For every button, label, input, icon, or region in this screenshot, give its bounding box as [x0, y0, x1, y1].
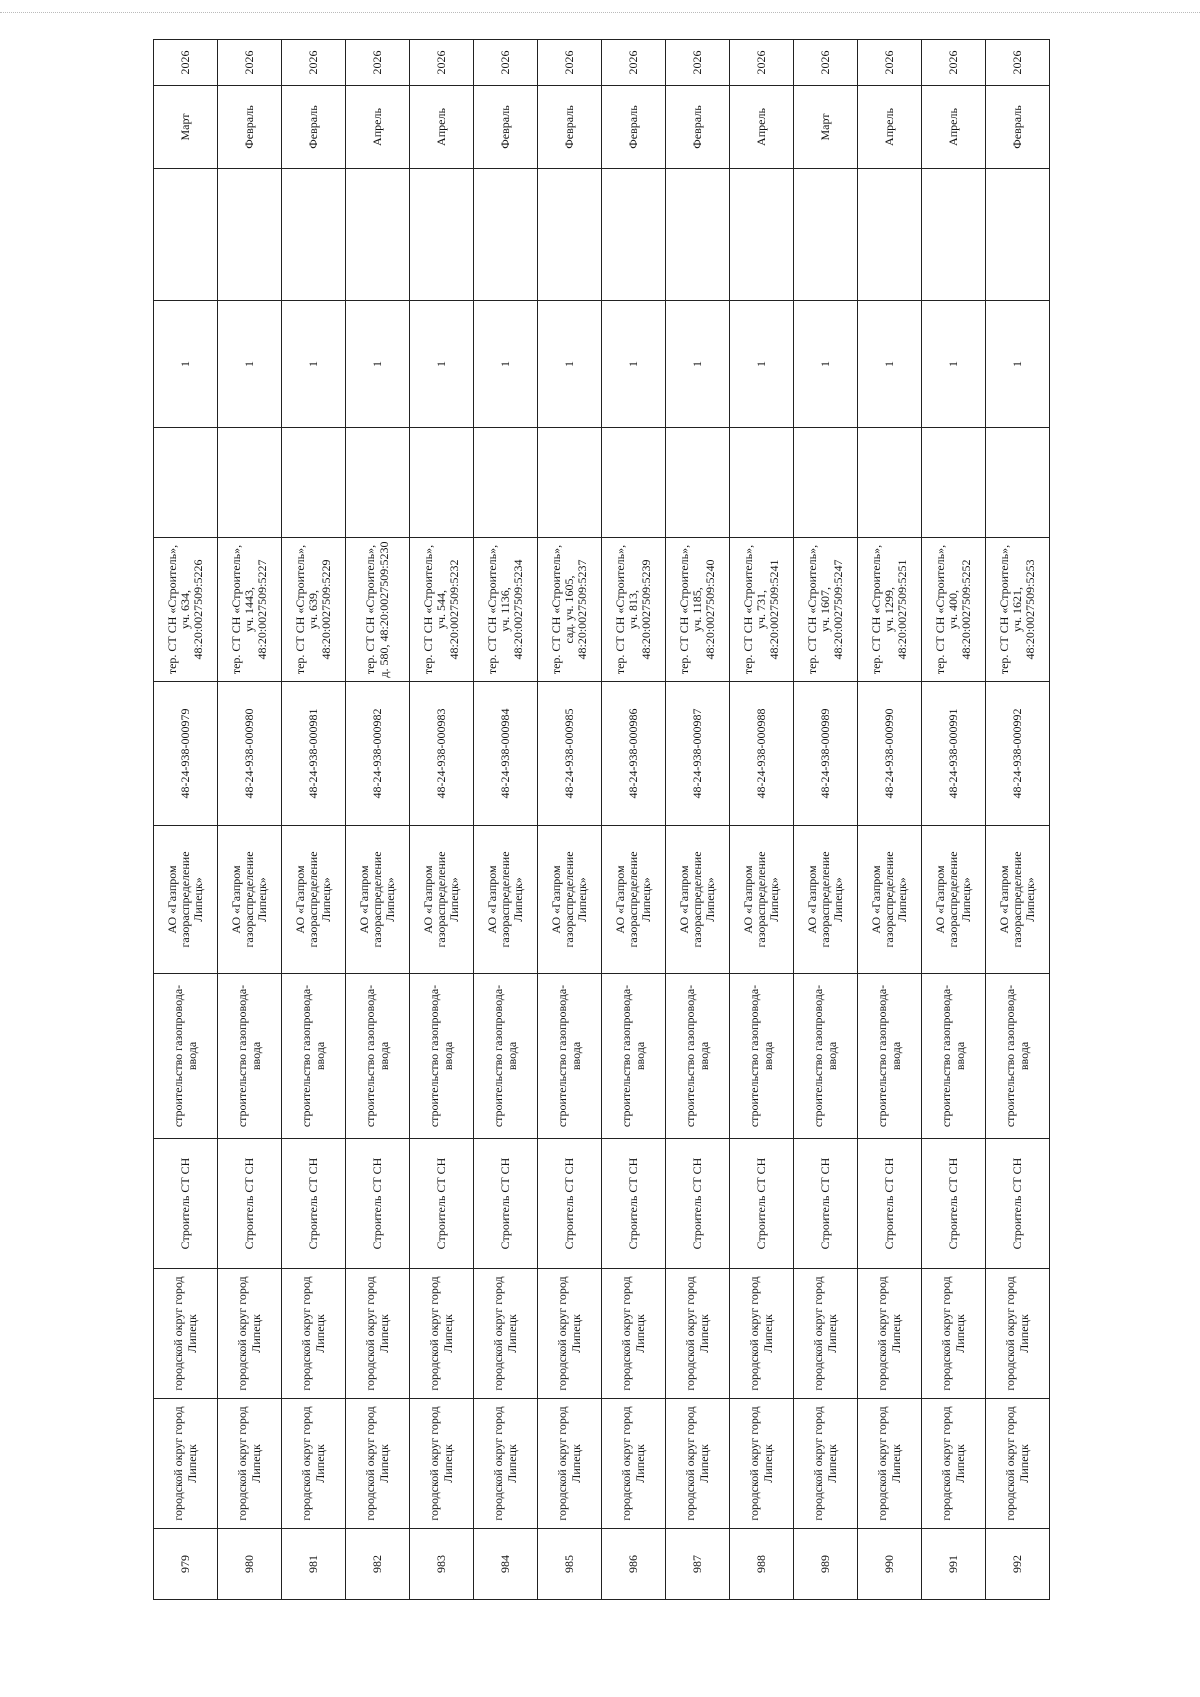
year-cell: 2026 [602, 40, 666, 86]
table-row [730, 40, 794, 1600]
address-cell: тер. СТ СН «Строитель», уч. 634, 48:20:0027509:5226 [154, 538, 218, 682]
purpose-cell: строительство газопровода-ввода [794, 974, 858, 1139]
organization-cell: АО «Газпром газораспределение Липецк» [538, 826, 602, 974]
district-cell: городской округ город Липецк [346, 1399, 410, 1529]
year-cell: 2026 [474, 40, 538, 86]
address-cell: тер. СТ СН «Строитель», д. 580, 48:20:0027509:5230 [346, 538, 410, 682]
address-cell: тер. СТ СН «Строитель», уч. 1185, 48:20:0027509:5240 [666, 538, 730, 682]
empty-cell [538, 169, 602, 301]
settlement-cell: городской округ город Липецк [666, 1269, 730, 1399]
settlement-cell: городской округ город Липецк [218, 1269, 282, 1399]
settlement-cell: городской округ город Липецк [154, 1269, 218, 1399]
address-cell: тер. СТ СН «Строитель», уч. 1136, 48:20:0027509:5234 [474, 538, 538, 682]
street-cell: Строитель СТ СН [410, 1139, 474, 1269]
empty-cell [858, 169, 922, 301]
year-cell: 2026 [538, 40, 602, 86]
organization-cell: АО «Газпром газораспределение Липецк» [986, 826, 1050, 974]
quantity-cell: 1 [922, 301, 986, 428]
quantity-cell: 1 [538, 301, 602, 428]
registry-number-cell: 48-24-938-000983 [410, 682, 474, 826]
settlement-cell: городской округ город Липецк [346, 1269, 410, 1399]
quantity-cell: 1 [986, 301, 1050, 428]
street-cell: Строитель СТ СН [346, 1139, 410, 1269]
empty-cell [474, 169, 538, 301]
organization-cell: АО «Газпром газораспределение Липецк» [602, 826, 666, 974]
quantity-cell: 1 [858, 301, 922, 428]
quantity-cell: 1 [602, 301, 666, 428]
address-cell: тер. СТ СН «Строитель», уч. 1621, 48:20:0027509:5253 [986, 538, 1050, 682]
table-row [986, 40, 1050, 1600]
purpose-cell: строительство газопровода-ввода [602, 974, 666, 1139]
purpose-cell: строительство газопровода-ввода [666, 974, 730, 1139]
year-cell: 2026 [794, 40, 858, 86]
month-cell: Февраль [474, 86, 538, 169]
organization-cell: АО «Газпром газораспределение Липецк» [346, 826, 410, 974]
purpose-cell: строительство газопровода-ввода [346, 974, 410, 1139]
district-cell: городской округ город Липецк [154, 1399, 218, 1529]
purpose-cell: строительство газопровода-ввода [986, 974, 1050, 1139]
row-number-cell: 987 [666, 1529, 730, 1600]
empty-cell [666, 428, 730, 538]
table-row [346, 40, 410, 1600]
empty-cell [282, 428, 346, 538]
empty-cell [218, 428, 282, 538]
purpose-cell: строительство газопровода-ввода [730, 974, 794, 1139]
table-row [602, 40, 666, 1600]
district-cell: городской округ город Липецк [538, 1399, 602, 1529]
street-cell: Строитель СТ СН [218, 1139, 282, 1269]
year-cell: 2026 [922, 40, 986, 86]
address-cell: тер. СТ СН «Строитель», уч. 1607, 48:20:0027509:5247 [794, 538, 858, 682]
row-number-cell: 988 [730, 1529, 794, 1600]
table-row [218, 40, 282, 1600]
year-cell: 2026 [858, 40, 922, 86]
row-number-cell: 984 [474, 1529, 538, 1600]
empty-cell [410, 428, 474, 538]
empty-cell [922, 169, 986, 301]
settlement-cell: городской округ город Липецк [410, 1269, 474, 1399]
district-cell: городской округ город Липецк [794, 1399, 858, 1529]
year-cell: 2026 [282, 40, 346, 86]
quantity-cell: 1 [730, 301, 794, 428]
registry-number-cell: 48-24-938-000991 [922, 682, 986, 826]
district-cell: городской округ город Липецк [986, 1399, 1050, 1529]
quantity-cell: 1 [410, 301, 474, 428]
empty-cell [282, 169, 346, 301]
table-row [666, 40, 730, 1600]
year-cell: 2026 [218, 40, 282, 86]
month-cell: Март [794, 86, 858, 169]
month-cell: Февраль [986, 86, 1050, 169]
quantity-cell: 1 [282, 301, 346, 428]
district-cell: городской округ город Липецк [730, 1399, 794, 1529]
street-cell: Строитель СТ СН [666, 1139, 730, 1269]
purpose-cell: строительство газопровода-ввода [410, 974, 474, 1139]
address-cell: тер. СТ СН «Строитель», уч. 731, 48:20:0027509:5241 [730, 538, 794, 682]
rotated-table-wrapper [153, 50, 1050, 1600]
settlement-cell: городской округ город Липецк [794, 1269, 858, 1399]
registry-number-cell: 48-24-938-000985 [538, 682, 602, 826]
registry-number-cell: 48-24-938-000979 [154, 682, 218, 826]
registry-number-cell: 48-24-938-000984 [474, 682, 538, 826]
address-cell: тер. СТ СН «Строитель», уч. 400, 48:20:0027509:5252 [922, 538, 986, 682]
empty-cell [154, 169, 218, 301]
registry-number-cell: 48-24-938-000982 [346, 682, 410, 826]
empty-cell [538, 428, 602, 538]
empty-cell [154, 428, 218, 538]
year-cell: 2026 [154, 40, 218, 86]
street-cell: Строитель СТ СН [922, 1139, 986, 1269]
row-number-cell: 989 [794, 1529, 858, 1600]
empty-cell [602, 169, 666, 301]
table-row [154, 40, 218, 1600]
street-cell: Строитель СТ СН [730, 1139, 794, 1269]
empty-cell [666, 169, 730, 301]
table-row [794, 40, 858, 1600]
table-row [538, 40, 602, 1600]
organization-cell: АО «Газпром газораспределение Липецк» [666, 826, 730, 974]
row-number-cell: 979 [154, 1529, 218, 1600]
row-number-cell: 983 [410, 1529, 474, 1600]
street-cell: Строитель СТ СН [602, 1139, 666, 1269]
organization-cell: АО «Газпром газораспределение Липецк» [154, 826, 218, 974]
row-number-cell: 992 [986, 1529, 1050, 1600]
empty-cell [794, 428, 858, 538]
purpose-cell: строительство газопровода-ввода [218, 974, 282, 1139]
purpose-cell: строительство газопровода-ввода [282, 974, 346, 1139]
registry-number-cell: 48-24-938-000980 [218, 682, 282, 826]
address-cell: тер. СТ СН «Строитель», уч. 544, 48:20:0027509:5232 [410, 538, 474, 682]
month-cell: Февраль [282, 86, 346, 169]
organization-cell: АО «Газпром газораспределение Липецк» [858, 826, 922, 974]
street-cell: Строитель СТ СН [858, 1139, 922, 1269]
row-number-cell: 980 [218, 1529, 282, 1600]
address-cell: тер. СТ СН «Строитель», уч. 1299, 48:20:0027509:5251 [858, 538, 922, 682]
quantity-cell: 1 [666, 301, 730, 428]
empty-cell [346, 428, 410, 538]
empty-cell [218, 169, 282, 301]
scan-edge-line [0, 12, 1200, 13]
registry-number-cell: 48-24-938-000989 [794, 682, 858, 826]
registry-number-cell: 48-24-938-000986 [602, 682, 666, 826]
street-cell: Строитель СТ СН [986, 1139, 1050, 1269]
settlement-cell: городской округ город Липецк [922, 1269, 986, 1399]
month-cell: Февраль [666, 86, 730, 169]
empty-cell [858, 428, 922, 538]
table-row [922, 40, 986, 1600]
district-cell: городской округ город Липецк [858, 1399, 922, 1529]
registry-number-cell: 48-24-938-000988 [730, 682, 794, 826]
row-number-cell: 982 [346, 1529, 410, 1600]
empty-cell [730, 169, 794, 301]
year-cell: 2026 [410, 40, 474, 86]
district-cell: городской округ город Липецк [474, 1399, 538, 1529]
district-cell: городской округ город Липецк [410, 1399, 474, 1529]
address-cell: тер. СТ СН «Строитель», сад. уч. 1605, 48:20:0027509:5237 [538, 538, 602, 682]
organization-cell: АО «Газпром газораспределение Липецк» [218, 826, 282, 974]
street-cell: Строитель СТ СН [474, 1139, 538, 1269]
district-cell: городской округ город Липецк [922, 1399, 986, 1529]
settlement-cell: городской округ город Липецк [858, 1269, 922, 1399]
quantity-cell: 1 [474, 301, 538, 428]
quantity-cell: 1 [346, 301, 410, 428]
month-cell: Март [154, 86, 218, 169]
organization-cell: АО «Газпром газораспределение Липецк» [730, 826, 794, 974]
settlement-cell: городской округ город Липецк [474, 1269, 538, 1399]
month-cell: Апрель [410, 86, 474, 169]
address-cell: тер. СТ СН «Строитель», уч. 639, 48:20:0027509:5229 [282, 538, 346, 682]
settlement-cell: городской округ город Липецк [538, 1269, 602, 1399]
quantity-cell: 1 [154, 301, 218, 428]
settlement-cell: городской округ город Липецк [602, 1269, 666, 1399]
empty-cell [474, 428, 538, 538]
organization-cell: АО «Газпром газораспределение Липецк» [794, 826, 858, 974]
table-row [858, 40, 922, 1600]
street-cell: Строитель СТ СН [282, 1139, 346, 1269]
empty-cell [410, 169, 474, 301]
month-cell: Апрель [922, 86, 986, 169]
empty-cell [986, 169, 1050, 301]
empty-cell [730, 428, 794, 538]
empty-cell [922, 428, 986, 538]
organization-cell: АО «Газпром газораспределение Липецк» [282, 826, 346, 974]
year-cell: 2026 [986, 40, 1050, 86]
purpose-cell: строительство газопровода-ввода [922, 974, 986, 1139]
settlement-cell: городской округ город Липецк [730, 1269, 794, 1399]
quantity-cell: 1 [218, 301, 282, 428]
organization-cell: АО «Газпром газораспределение Липецк» [922, 826, 986, 974]
purpose-cell: строительство газопровода-ввода [154, 974, 218, 1139]
table-row [410, 40, 474, 1600]
purpose-cell: строительство газопровода-ввода [858, 974, 922, 1139]
organization-cell: АО «Газпром газораспределение Липецк» [410, 826, 474, 974]
address-cell: тер. СТ СН «Строитель», уч. 1443, 48:20:0027509:5227 [218, 538, 282, 682]
month-cell: Апрель [730, 86, 794, 169]
street-cell: Строитель СТ СН [794, 1139, 858, 1269]
row-number-cell: 981 [282, 1529, 346, 1600]
row-number-cell: 986 [602, 1529, 666, 1600]
purpose-cell: строительство газопровода-ввода [474, 974, 538, 1139]
empty-cell [602, 428, 666, 538]
quantity-cell: 1 [794, 301, 858, 428]
district-cell: городской округ город Липецк [218, 1399, 282, 1529]
empty-cell [794, 169, 858, 301]
month-cell: Февраль [602, 86, 666, 169]
month-cell: Февраль [538, 86, 602, 169]
settlement-cell: городской округ город Липецк [986, 1269, 1050, 1399]
row-number-cell: 990 [858, 1529, 922, 1600]
street-cell: Строитель СТ СН [538, 1139, 602, 1269]
month-cell: Февраль [218, 86, 282, 169]
organization-cell: АО «Газпром газораспределение Липецк» [474, 826, 538, 974]
address-cell: тер. СТ СН «Строитель», уч. 813, 48:20:0027509:5239 [602, 538, 666, 682]
table-row [474, 40, 538, 1600]
registry-number-cell: 48-24-938-000990 [858, 682, 922, 826]
row-number-cell: 985 [538, 1529, 602, 1600]
empty-cell [346, 169, 410, 301]
row-number-cell: 991 [922, 1529, 986, 1600]
table-body [154, 40, 1050, 1600]
settlement-cell: городской округ город Липецк [282, 1269, 346, 1399]
street-cell: Строитель СТ СН [154, 1139, 218, 1269]
year-cell: 2026 [666, 40, 730, 86]
purpose-cell: строительство газопровода-ввода [538, 974, 602, 1139]
month-cell: Апрель [858, 86, 922, 169]
year-cell: 2026 [730, 40, 794, 86]
month-cell: Апрель [346, 86, 410, 169]
registry-number-cell: 48-24-938-000981 [282, 682, 346, 826]
empty-cell [986, 428, 1050, 538]
gasification-plan-table [153, 39, 1050, 1600]
district-cell: городской округ город Липецк [602, 1399, 666, 1529]
district-cell: городской округ город Липецк [282, 1399, 346, 1529]
registry-number-cell: 48-24-938-000987 [666, 682, 730, 826]
district-cell: городской округ город Липецк [666, 1399, 730, 1529]
table-row [282, 40, 346, 1600]
registry-number-cell: 48-24-938-000992 [986, 682, 1050, 826]
year-cell: 2026 [346, 40, 410, 86]
